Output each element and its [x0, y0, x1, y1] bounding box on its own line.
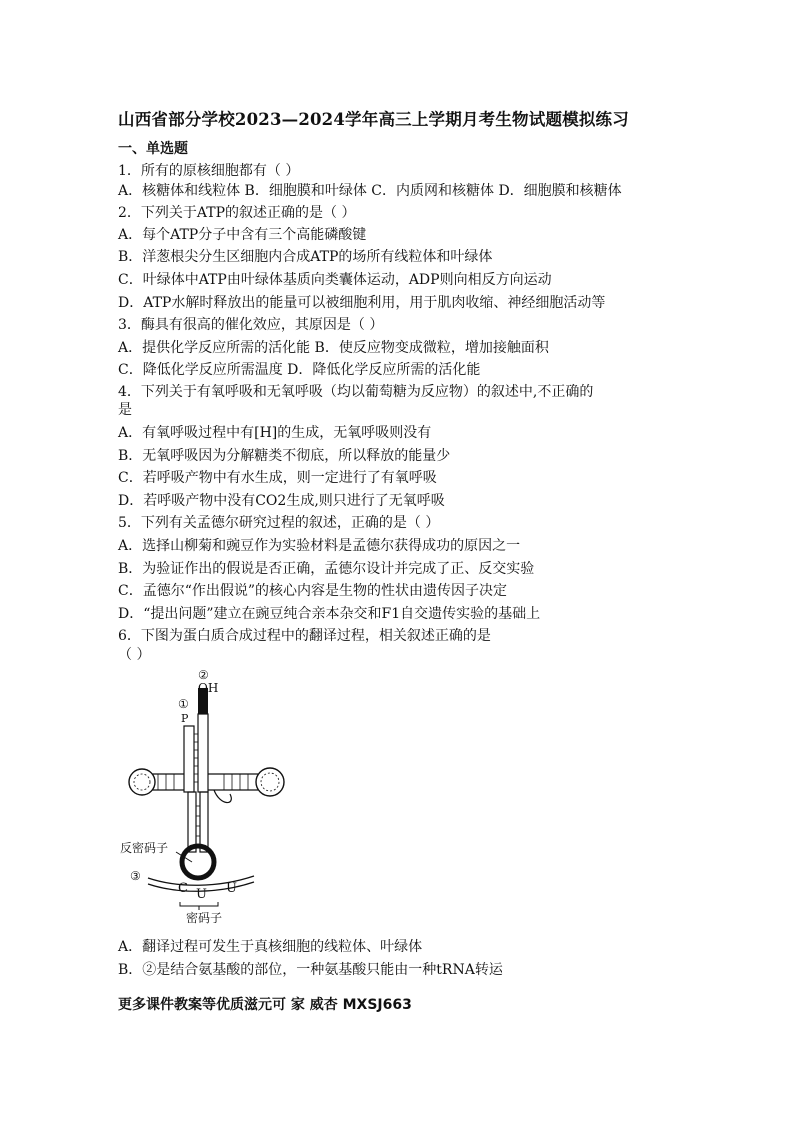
acceptor-stem-strand-right: [198, 714, 208, 792]
question-5-stem: 5．下列有关孟德尔研究过程的叙述，正确的是（ ）: [118, 515, 440, 531]
question-6-stem: 6．下图为蛋白质合成过程中的翻译过程，相关叙述正确的是: [118, 628, 491, 644]
question-4-stem: 4．下列关于有氧呼吸和无氧呼吸（均以葡萄糖为反应物）的叙述中,不正确的: [118, 384, 594, 400]
codon-bracket: [180, 902, 218, 910]
page-footer: 更多课件教案等优质滋元可 家 威杏 MXSJ663: [118, 997, 412, 1013]
base-u2: U: [226, 881, 237, 896]
trna-diagram: [118, 666, 298, 926]
question-4-option-d: D．若呼吸产物中没有CO2生成,则只进行了无氧呼吸: [118, 493, 445, 509]
question-5-option-d: D．“提出问题”建立在豌豆纯合亲本杂交和F1自交遗传实验的基础上: [118, 606, 541, 622]
question-2-stem: 2．下列关于ATP的叙述正确的是（ ）: [118, 205, 356, 221]
t-loop: [256, 768, 284, 796]
question-4-option-a: A．有氧呼吸过程中有[H]的生成，无氧呼吸则没有: [118, 425, 432, 441]
label-1: ①: [178, 697, 189, 711]
label-anticodon: 反密码子: [120, 841, 169, 855]
question-6-answer-blank: （ ）: [118, 647, 151, 663]
question-1-options: A．核糖体和线粒体 B．细胞膜和叶绿体 C．内质网和核糖体 D．细胞膜和核糖体: [118, 183, 622, 199]
trna-translation-figure: [118, 666, 298, 926]
question-3-options-cd: C．降低化学反应所需温度 D．降低化学反应所需的活化能: [118, 362, 481, 378]
base-c: C: [178, 881, 188, 896]
page-title: 山西省部分学校2023—2024学年高三上学期月考生物试题模拟练习: [118, 110, 629, 129]
t-arm: [208, 774, 258, 790]
label-p: P: [181, 712, 189, 725]
base-u1: U: [196, 887, 207, 902]
question-1-stem: 1．所有的原核细胞都有（ ）: [118, 163, 300, 179]
anticodon-stem-right: [200, 792, 208, 852]
anticodon-loop: [182, 846, 214, 878]
question-5-option-a: A．选择山柳菊和豌豆作为实验材料是孟德尔获得成功的原因之一: [118, 538, 521, 554]
question-2-option-c: C．叶绿体中ATP由叶绿体基质向类囊体运动，ADP则向相反方向运动: [118, 272, 552, 288]
label-codon: 密码子: [186, 911, 223, 925]
d-loop: [129, 769, 155, 795]
label-3: ③: [130, 869, 141, 883]
acceptor-stem-strand-left: [184, 726, 194, 792]
section-heading: 一、单选题: [118, 141, 188, 157]
question-2-option-a: A．每个ATP分子中含有三个高能磷酸键: [118, 227, 367, 243]
question-2-option-b: B．洋葱根尖分生区细胞内合成ATP的场所有线粒体和叶绿体: [118, 249, 493, 265]
question-5-option-b: B．为验证作出的假说是否正确，孟德尔设计并完成了正、反交实验: [118, 561, 535, 577]
question-4-option-b: B．无氧呼吸因为分解糖类不彻底，所以释放的能量少: [118, 448, 451, 464]
variable-loop: [214, 790, 231, 803]
anticodon-stem-left: [188, 792, 196, 852]
question-5-option-c: C．孟德尔“作出假说”的核心内容是生物的性状由遗传因子决定: [118, 583, 508, 599]
question-3-options-ab: A．提供化学反应所需的活化能 B．使反应物变成微粒，增加接触面积: [118, 340, 549, 356]
question-6-option-a: A．翻译过程可发生于真核细胞的线粒体、叶绿体: [118, 939, 423, 955]
question-4-stem-cont: 是: [118, 402, 132, 418]
question-2-option-d: D．ATP水解时释放出的能量可以被细胞利用，用于肌肉收缩、神经细胞活动等: [118, 295, 606, 311]
label-oh: OH: [198, 681, 219, 695]
question-3-stem: 3．酶具有很高的催化效应，其原因是（ ）: [118, 317, 384, 333]
label-2: ②: [198, 668, 209, 682]
question-6-option-b: B．②是结合氨基酸的部位，一种氨基酸只能由一种tRNA转运: [118, 962, 503, 978]
question-4-option-c: C．若呼吸产物中有水生成，则一定进行了有氧呼吸: [118, 470, 437, 486]
d-arm: [152, 774, 184, 790]
